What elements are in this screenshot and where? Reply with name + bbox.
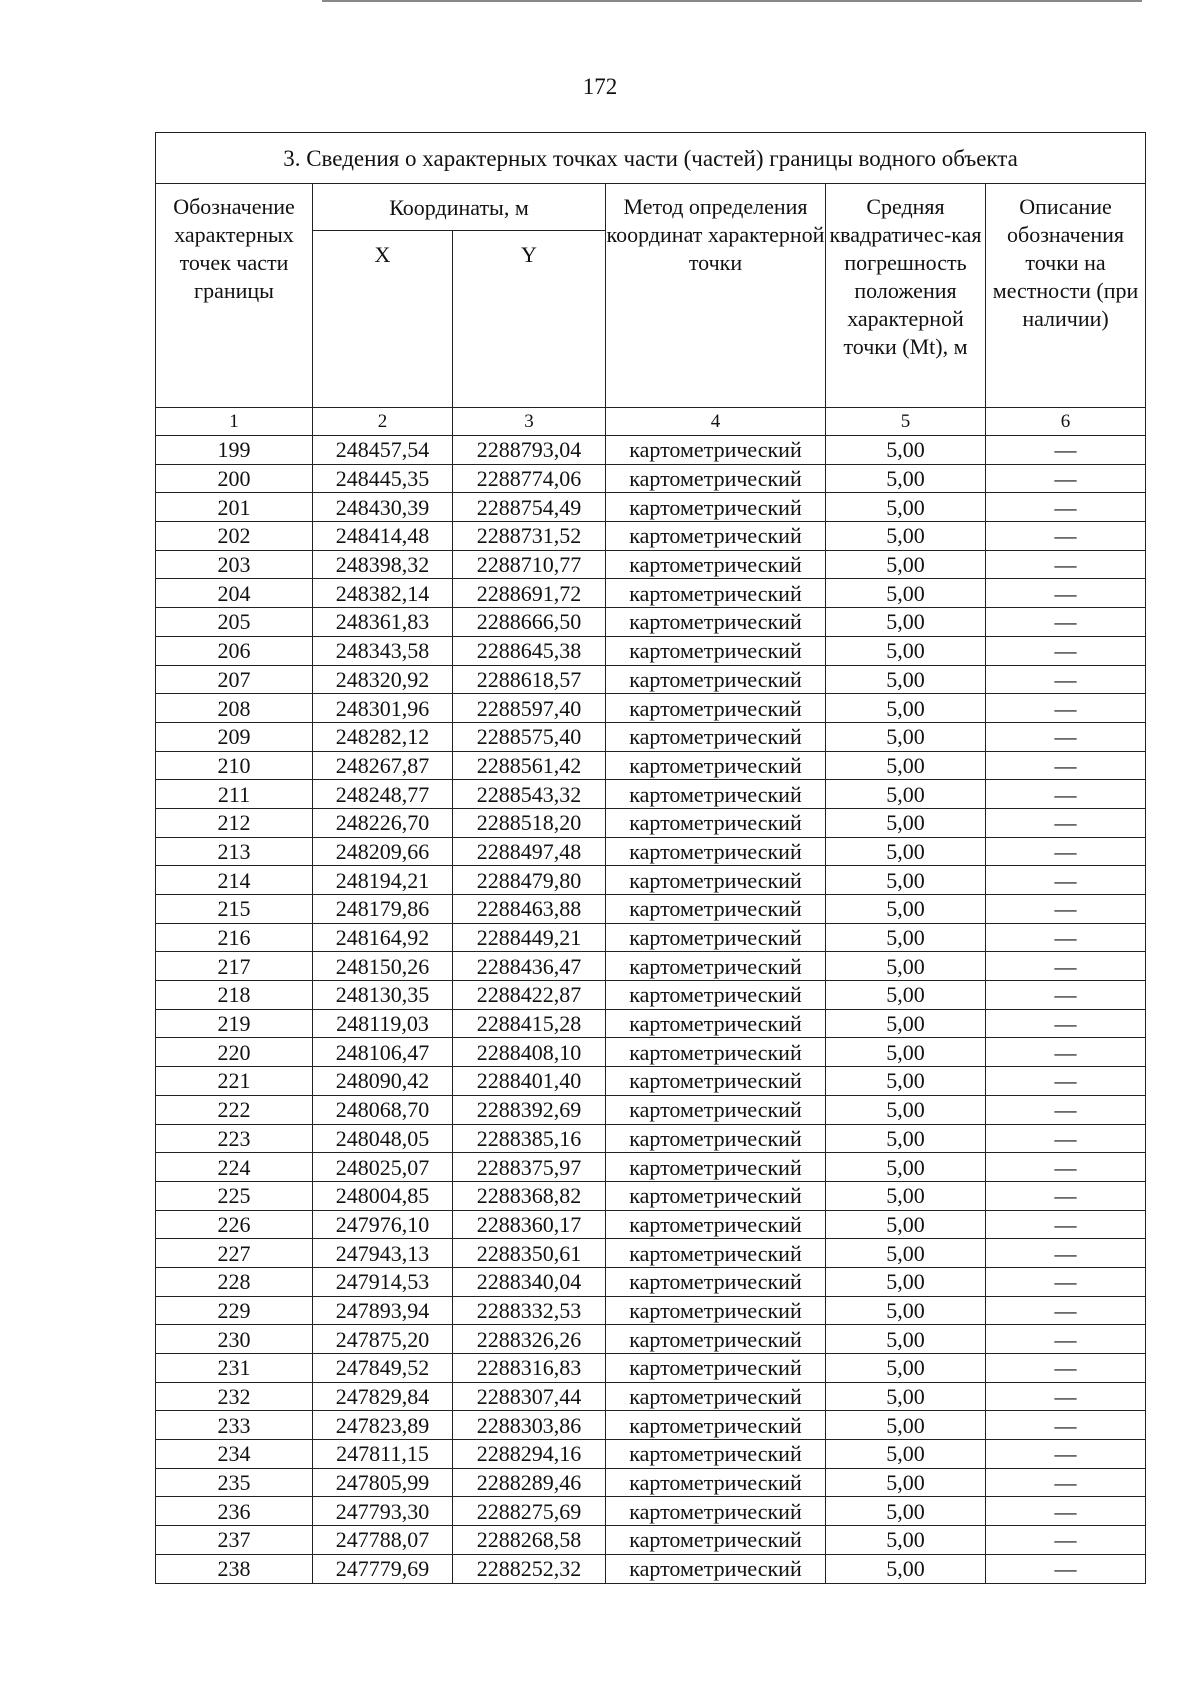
y-coordinate-cell: 2288289,46 [453,1468,606,1497]
method-cell: картометрический [606,981,826,1010]
description-cell: — [986,1526,1146,1555]
error-cell: 5,00 [826,522,986,551]
method-cell: картометрический [606,1554,826,1583]
error-cell: 5,00 [826,436,986,465]
point-id-cell: 235 [156,1468,313,1497]
point-id-cell: 202 [156,522,313,551]
table-row [156,493,1146,522]
method-cell: картометрический [606,636,826,665]
table-row [156,1411,1146,1440]
y-coordinate-cell: 2288415,28 [453,1009,606,1038]
method-cell: картометрический [606,1095,826,1124]
table-row [156,1239,1146,1268]
error-cell: 5,00 [826,1124,986,1153]
description-cell: — [986,608,1146,637]
point-id-cell: 226 [156,1210,313,1239]
error-cell: 5,00 [826,866,986,895]
x-coordinate-cell: 248361,83 [313,608,453,637]
y-coordinate-cell: 2288307,44 [453,1382,606,1411]
description-cell: — [986,751,1146,780]
point-id-cell: 199 [156,436,313,465]
error-cell: 5,00 [826,1095,986,1124]
page-number: 172 [582,74,618,99]
table-row [156,1468,1146,1497]
y-coordinate-cell: 2288252,32 [453,1554,606,1583]
point-id-cell: 213 [156,837,313,866]
header-y: Y [453,231,606,408]
description-cell: — [986,1382,1146,1411]
point-id-cell: 222 [156,1095,313,1124]
error-cell: 5,00 [826,1009,986,1038]
y-coordinate-cell: 2288360,17 [453,1210,606,1239]
table-row [156,1009,1146,1038]
point-id-cell: 223 [156,1124,313,1153]
point-id-cell: 237 [156,1526,313,1555]
method-cell: картометрический [606,808,826,837]
x-coordinate-cell: 248248,77 [313,780,453,809]
table-row [156,1382,1146,1411]
point-id-cell: 230 [156,1325,313,1354]
y-coordinate-cell: 2288597,40 [453,694,606,723]
method-cell: картометрический [606,608,826,637]
y-coordinate-cell: 2288479,80 [453,866,606,895]
description-cell: — [986,1239,1146,1268]
x-coordinate-cell: 248320,92 [313,665,453,694]
method-cell: картометрический [606,1181,826,1210]
table-row [156,1153,1146,1182]
method-cell: картометрический [606,751,826,780]
table-row [156,1325,1146,1354]
y-coordinate-cell: 2288618,57 [453,665,606,694]
method-cell: картометрический [606,837,826,866]
table-row [156,579,1146,608]
x-coordinate-cell: 248150,26 [313,952,453,981]
error-cell: 5,00 [826,1325,986,1354]
method-cell: картометрический [606,1354,826,1383]
method-cell: картометрический [606,493,826,522]
x-coordinate-cell: 248130,35 [313,981,453,1010]
x-coordinate-cell: 248301,96 [313,694,453,723]
x-coordinate-cell: 248382,14 [313,579,453,608]
y-coordinate-cell: 2288774,06 [453,464,606,493]
description-cell: — [986,923,1146,952]
y-coordinate-cell: 2288422,87 [453,981,606,1010]
x-coordinate-cell: 248430,39 [313,493,453,522]
y-coordinate-cell: 2288332,53 [453,1296,606,1325]
table-row [156,665,1146,694]
method-cell: картометрический [606,550,826,579]
point-id-cell: 227 [156,1239,313,1268]
x-coordinate-cell: 247875,20 [313,1325,453,1354]
table-row [156,837,1146,866]
method-cell: картометрический [606,1210,826,1239]
x-coordinate-cell: 247823,89 [313,1411,453,1440]
method-cell: картометрический [606,694,826,723]
description-cell: — [986,1554,1146,1583]
y-coordinate-cell: 2288303,86 [453,1411,606,1440]
description-cell: — [986,1038,1146,1067]
error-cell: 5,00 [826,1468,986,1497]
error-cell: 5,00 [826,1038,986,1067]
description-cell: — [986,981,1146,1010]
error-cell: 5,00 [826,1526,986,1555]
description-cell: — [986,722,1146,751]
description-cell: — [986,1325,1146,1354]
method-cell: картометрический [606,1267,826,1296]
description-cell: — [986,1210,1146,1239]
x-coordinate-cell: 247976,10 [313,1210,453,1239]
header-coordinates: Координаты, м [313,184,606,231]
header-designation: Обозначение характерных точек части границы [156,184,313,408]
error-cell: 5,00 [826,1440,986,1469]
error-cell: 5,00 [826,1267,986,1296]
table-row [156,1526,1146,1555]
table-row [156,1038,1146,1067]
method-cell: картометрический [606,722,826,751]
y-coordinate-cell: 2288575,40 [453,722,606,751]
header-x: X [313,231,453,408]
point-id-cell: 205 [156,608,313,637]
x-coordinate-cell: 248090,42 [313,1067,453,1096]
y-coordinate-cell: 2288497,48 [453,837,606,866]
table-row [156,1354,1146,1383]
method-cell: картометрический [606,952,826,981]
point-id-cell: 201 [156,493,313,522]
point-id-cell: 218 [156,981,313,1010]
table-row [156,636,1146,665]
table-row [156,895,1146,924]
point-id-cell: 233 [156,1411,313,1440]
x-coordinate-cell: 248209,66 [313,837,453,866]
y-coordinate-cell: 2288518,20 [453,808,606,837]
x-coordinate-cell: 248282,12 [313,722,453,751]
y-coordinate-cell: 2288408,10 [453,1038,606,1067]
error-cell: 5,00 [826,808,986,837]
error-cell: 5,00 [826,579,986,608]
error-cell: 5,00 [826,1153,986,1182]
column-number: 4 [606,408,826,436]
table-row [156,522,1146,551]
method-cell: картометрический [606,1067,826,1096]
description-cell: — [986,1497,1146,1526]
point-id-cell: 228 [156,1267,313,1296]
table-row [156,981,1146,1010]
table-row [156,751,1146,780]
description-cell: — [986,866,1146,895]
method-cell: картометрический [606,1325,826,1354]
point-id-cell: 200 [156,464,313,493]
x-coordinate-cell: 247829,84 [313,1382,453,1411]
x-coordinate-cell: 248194,21 [313,866,453,895]
error-cell: 5,00 [826,895,986,924]
table-row [156,722,1146,751]
table-row [156,1124,1146,1153]
error-cell: 5,00 [826,751,986,780]
point-id-cell: 236 [156,1497,313,1526]
method-cell: картометрический [606,464,826,493]
point-id-cell: 212 [156,808,313,837]
error-cell: 5,00 [826,952,986,981]
method-cell: картометрический [606,579,826,608]
y-coordinate-cell: 2288710,77 [453,550,606,579]
description-cell: — [986,895,1146,924]
error-cell: 5,00 [826,1382,986,1411]
error-cell: 5,00 [826,665,986,694]
point-id-cell: 220 [156,1038,313,1067]
method-cell: картометрический [606,1440,826,1469]
point-id-cell: 224 [156,1153,313,1182]
y-coordinate-cell: 2288275,69 [453,1497,606,1526]
x-coordinate-cell: 248226,70 [313,808,453,837]
point-id-cell: 232 [156,1382,313,1411]
description-cell: — [986,1181,1146,1210]
description-cell: — [986,1468,1146,1497]
description-cell: — [986,952,1146,981]
y-coordinate-cell: 2288401,40 [453,1067,606,1096]
x-coordinate-cell: 247811,15 [313,1440,453,1469]
method-cell: картометрический [606,1526,826,1555]
description-cell: — [986,436,1146,465]
point-id-cell: 216 [156,923,313,952]
method-cell: картометрический [606,1382,826,1411]
x-coordinate-cell: 247893,94 [313,1296,453,1325]
description-cell: — [986,665,1146,694]
point-id-cell: 204 [156,579,313,608]
x-coordinate-cell: 247943,13 [313,1239,453,1268]
table-row [156,866,1146,895]
y-coordinate-cell: 2288645,38 [453,636,606,665]
x-coordinate-cell: 248414,48 [313,522,453,551]
boundary-points-table [155,132,1146,1584]
point-id-cell: 207 [156,665,313,694]
table-row [156,436,1146,465]
table-row [156,780,1146,809]
y-coordinate-cell: 2288543,32 [453,780,606,809]
method-cell: картометрический [606,895,826,924]
description-cell: — [986,579,1146,608]
column-number: 5 [826,408,986,436]
header-method: Метод определения координат характерной точки [606,184,826,408]
description-cell: — [986,1009,1146,1038]
x-coordinate-cell: 248068,70 [313,1095,453,1124]
scan-top-border [322,0,1142,2]
table-row [156,464,1146,493]
point-id-cell: 234 [156,1440,313,1469]
x-coordinate-cell: 248048,05 [313,1124,453,1153]
table-row [156,694,1146,723]
column-number: 6 [986,408,1146,436]
x-coordinate-cell: 248106,47 [313,1038,453,1067]
x-coordinate-cell: 248179,86 [313,895,453,924]
description-cell: — [986,636,1146,665]
header-error: Средняя квадратичес-кая погрешность положения характерной точки (Mt), м [826,184,986,408]
error-cell: 5,00 [826,1296,986,1325]
error-cell: 5,00 [826,837,986,866]
point-id-cell: 209 [156,722,313,751]
error-cell: 5,00 [826,694,986,723]
table-caption: 3. Сведения о характерных точках части (частей) границы водного объекта [156,133,1146,184]
x-coordinate-cell: 248119,03 [313,1009,453,1038]
y-coordinate-cell: 2288793,04 [453,436,606,465]
x-coordinate-cell: 247793,30 [313,1497,453,1526]
point-id-cell: 229 [156,1296,313,1325]
x-coordinate-cell: 248164,92 [313,923,453,952]
y-coordinate-cell: 2288392,69 [453,1095,606,1124]
point-id-cell: 214 [156,866,313,895]
table-row [156,923,1146,952]
table-row [156,952,1146,981]
x-coordinate-cell: 248267,87 [313,751,453,780]
error-cell: 5,00 [826,923,986,952]
x-coordinate-cell: 248398,32 [313,550,453,579]
y-coordinate-cell: 2288436,47 [453,952,606,981]
point-id-cell: 217 [156,952,313,981]
table-row [156,1497,1146,1526]
table-row [156,1440,1146,1469]
y-coordinate-cell: 2288350,61 [453,1239,606,1268]
description-cell: — [986,1354,1146,1383]
error-cell: 5,00 [826,722,986,751]
error-cell: 5,00 [826,1411,986,1440]
x-coordinate-cell: 248445,35 [313,464,453,493]
table-row [156,1181,1146,1210]
error-cell: 5,00 [826,464,986,493]
x-coordinate-cell: 247805,99 [313,1468,453,1497]
y-coordinate-cell: 2288463,88 [453,895,606,924]
table-row [156,1554,1146,1583]
description-cell: — [986,1095,1146,1124]
point-id-cell: 206 [156,636,313,665]
y-coordinate-cell: 2288326,26 [453,1325,606,1354]
y-coordinate-cell: 2288691,72 [453,579,606,608]
method-cell: картометрический [606,780,826,809]
x-coordinate-cell: 248004,85 [313,1181,453,1210]
error-cell: 5,00 [826,1497,986,1526]
description-cell: — [986,780,1146,809]
header-description: Описание обозначения точки на местности (при наличии) [986,184,1146,408]
y-coordinate-cell: 2288666,50 [453,608,606,637]
x-coordinate-cell: 247914,53 [313,1267,453,1296]
error-cell: 5,00 [826,1554,986,1583]
table-row [156,1296,1146,1325]
table-row [156,808,1146,837]
method-cell: картометрический [606,1153,826,1182]
error-cell: 5,00 [826,1181,986,1210]
point-id-cell: 231 [156,1354,313,1383]
y-coordinate-cell: 2288268,58 [453,1526,606,1555]
error-cell: 5,00 [826,550,986,579]
description-cell: — [986,1267,1146,1296]
x-coordinate-cell: 247779,69 [313,1554,453,1583]
error-cell: 5,00 [826,981,986,1010]
description-cell: — [986,522,1146,551]
point-id-cell: 210 [156,751,313,780]
error-cell: 5,00 [826,1210,986,1239]
method-cell: картометрический [606,1038,826,1067]
point-id-cell: 215 [156,895,313,924]
method-cell: картометрический [606,1296,826,1325]
description-cell: — [986,493,1146,522]
error-cell: 5,00 [826,1354,986,1383]
description-cell: — [986,1124,1146,1153]
error-cell: 5,00 [826,608,986,637]
point-id-cell: 211 [156,780,313,809]
y-coordinate-cell: 2288368,82 [453,1181,606,1210]
description-cell: — [986,1411,1146,1440]
table-row [156,1267,1146,1296]
method-cell: картометрический [606,665,826,694]
column-number: 2 [313,408,453,436]
y-coordinate-cell: 2288731,52 [453,522,606,551]
method-cell: картометрический [606,866,826,895]
method-cell: картометрический [606,1497,826,1526]
error-cell: 5,00 [826,1239,986,1268]
method-cell: картометрический [606,1239,826,1268]
point-id-cell: 203 [156,550,313,579]
error-cell: 5,00 [826,1067,986,1096]
x-coordinate-cell: 247849,52 [313,1354,453,1383]
table-row [156,1095,1146,1124]
method-cell: картометрический [606,923,826,952]
column-number: 1 [156,408,313,436]
description-cell: — [986,808,1146,837]
point-id-cell: 219 [156,1009,313,1038]
point-id-cell: 208 [156,694,313,723]
y-coordinate-cell: 2288316,83 [453,1354,606,1383]
error-cell: 5,00 [826,493,986,522]
method-cell: картометрический [606,1468,826,1497]
description-cell: — [986,837,1146,866]
table-row [156,1210,1146,1239]
column-number-row [156,408,1146,436]
description-cell: — [986,1153,1146,1182]
description-cell: — [986,1067,1146,1096]
y-coordinate-cell: 2288754,49 [453,493,606,522]
method-cell: картометрический [606,1124,826,1153]
method-cell: картометрический [606,1411,826,1440]
y-coordinate-cell: 2288340,04 [453,1267,606,1296]
description-cell: — [986,464,1146,493]
point-id-cell: 238 [156,1554,313,1583]
point-id-cell: 225 [156,1181,313,1210]
table-row [156,608,1146,637]
description-cell: — [986,1296,1146,1325]
method-cell: картометрический [606,522,826,551]
y-coordinate-cell: 2288375,97 [453,1153,606,1182]
x-coordinate-cell: 247788,07 [313,1526,453,1555]
y-coordinate-cell: 2288449,21 [453,923,606,952]
x-coordinate-cell: 248025,07 [313,1153,453,1182]
x-coordinate-cell: 248457,54 [313,436,453,465]
table-row [156,1067,1146,1096]
description-cell: — [986,1440,1146,1469]
error-cell: 5,00 [826,780,986,809]
column-number: 3 [453,408,606,436]
method-cell: картометрический [606,1009,826,1038]
error-cell: 5,00 [826,636,986,665]
table-row [156,550,1146,579]
description-cell: — [986,550,1146,579]
x-coordinate-cell: 248343,58 [313,636,453,665]
y-coordinate-cell: 2288561,42 [453,751,606,780]
y-coordinate-cell: 2288385,16 [453,1124,606,1153]
point-id-cell: 221 [156,1067,313,1096]
description-cell: — [986,694,1146,723]
y-coordinate-cell: 2288294,16 [453,1440,606,1469]
method-cell: картометрический [606,436,826,465]
